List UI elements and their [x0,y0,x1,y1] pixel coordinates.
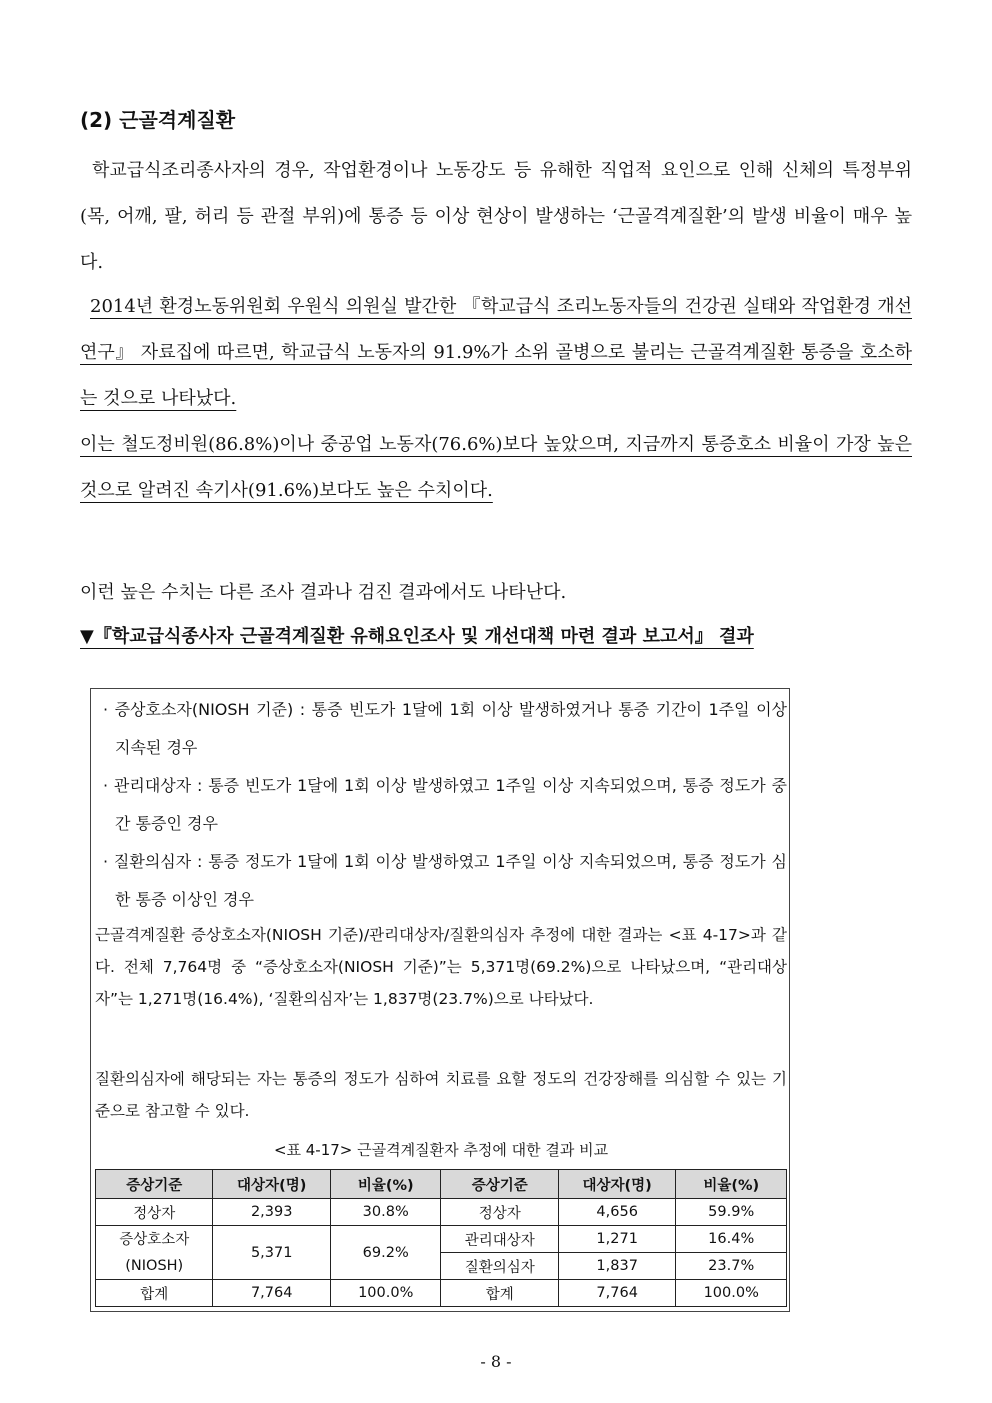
cell-normal-left-count: 2,393 [213,1199,330,1226]
header-count-right: 대상자(명) [558,1170,675,1199]
cell-total-right-ratio: 100.0% [676,1280,787,1307]
header-ratio-left: 비율(%) [330,1170,441,1199]
cell-normal-right: 정상자 [441,1199,558,1226]
cell-normal-left: 정상자 [96,1199,213,1226]
cell-total-left: 합계 [96,1280,213,1307]
table-row [96,1199,787,1226]
cell-symptom-label: 증상호소자 [119,1231,190,1248]
cell-management-target: 관리대상자 [441,1226,558,1253]
paragraph-comparison-text: 이는 철도정비원(86.8%)이나 중공업 노동자(76.6%)보다 높았으며, 지금까지 통증호소 비율이 가장 높은 것으로 알려진 속기사(91.6%)보다도 높은 수치이다. [80,434,912,501]
table-row [96,1226,787,1253]
section-heading: (2) 근골격계질환 [80,108,236,132]
definition-suspected-disease: · 질환의심자 : 통증 정도가 1달에 1회 이상 발생하였고 1주일 이상 지속되었으며, 통증 정도가 심한 통증 이상인 경우 [103,852,787,909]
definition-management-target: · 관리대상자 : 통증 빈도가 1달에 1회 이상 발생하였고 1주일 이상 지속되었으며, 통증 정도가 중간 통증인 경우 [103,776,787,833]
definition-symptom-complainant: · 증상호소자(NIOSH 기준) : 통증 빈도가 1달에 1회 이상 발생하였거나 통증 기간이 1주일 이상 지속된 경우 [103,700,787,757]
table-header-row [96,1170,787,1199]
cell-normal-right-ratio: 59.9% [676,1199,787,1226]
header-criteria-right: 증상기준 [441,1170,558,1199]
results-table [95,1169,787,1307]
cell-normal-left-ratio: 30.8% [330,1199,441,1226]
paragraph-msd-description: 학교급식조리종사자의 경우, 작업환경이나 노동강도 등 유해한 직업적 요인으로 인해 신체의 특정부위(목, 어깨, 팔, 허리 등 관절 부위)에 통증 등 이상 현상이 발생하는 ‘근골격계질환’의 발생 비율이 매우 높다. [80,160,912,273]
cell-symptom-complainant [96,1226,213,1280]
cell-management-ratio: 16.4% [676,1226,787,1253]
table-caption: <표 4-17> 근골격계질환자 추정에 대한 결과 비교 [273,1141,609,1159]
page-number: - 8 - [480,1352,512,1371]
figure-note-text: 질환의심자에 해당되는 자는 통증의 정도가 심하여 치료를 요할 정도의 건강장해를 의심할 수 있는 기준으로 참고할 수 있다. [95,1070,787,1120]
figure-result-text: 근골격계질환 증상호소자(NIOSH 기준)/관리대상자/질환의심자 추정에 대한 결과는 <표 4-17>과 같다. 전체 7,764명 중 “증상호소자(NIOSH 기준)”는 5,371명(69.2%)으로 나타났으며, “관리대상자”는 1,271명(16.4%), ‘질환의심자’는 1,837명(23.7%)으로 나타났다. [95,926,787,1008]
paragraph-survey-result [80,284,912,422]
paragraph-other-results: 이런 높은 수치는 다른 조사 결과나 검진 결과에서도 나타난다. [80,582,567,603]
cell-symptom-count: 5,371 [213,1226,330,1280]
cell-suspected-ratio: 23.7% [676,1253,787,1280]
cell-total-right-count: 7,764 [558,1280,675,1307]
cell-symptom-ratio: 69.2% [330,1226,441,1280]
cell-suspected-count: 1,837 [558,1253,675,1280]
header-count-left: 대상자(명) [213,1170,330,1199]
report-excerpt-figure [90,688,790,1312]
cell-suspected-disease: 질환의심자 [441,1253,558,1280]
paragraph-comparison [80,422,912,514]
table-total-row [96,1280,787,1307]
paragraph-survey-text: 2014년 환경노동위원회 우원식 의원실 발간한 『학교급식 조리노동자들의 건강권 실태와 작업환경 개선연구』 자료집에 따르면, 학교급식 노동자의 91.9%가 소위 골병으로 불리는 근골격계질환 통증을 호소하는 것으로 나타났다. [80,296,912,409]
report-title: ▼『학교급식종사자 근골격계질환 유해요인조사 및 개선대책 마련 결과 보고서』 결과 [80,626,754,647]
header-criteria-left: 증상기준 [96,1170,213,1199]
header-ratio-right: 비율(%) [676,1170,787,1199]
cell-symptom-niosh: (NIOSH) [125,1257,184,1274]
cell-management-count: 1,271 [558,1226,675,1253]
cell-normal-right-count: 4,656 [558,1199,675,1226]
cell-total-left-ratio: 100.0% [330,1280,441,1307]
cell-total-right: 합계 [441,1280,558,1307]
cell-total-left-count: 7,764 [213,1280,330,1307]
